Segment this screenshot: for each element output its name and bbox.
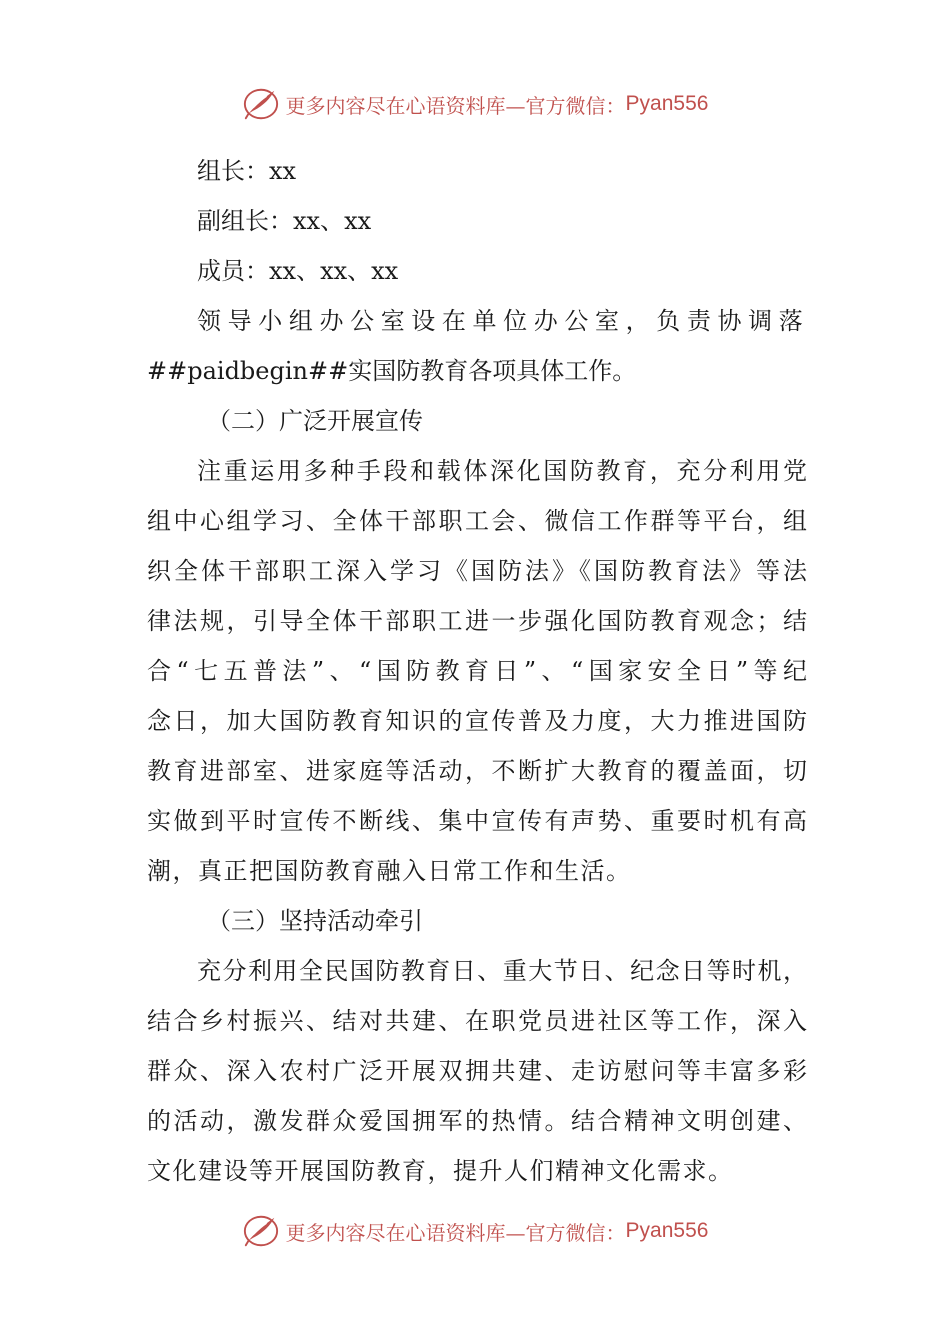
paragraph-line: 教育进部室、进家庭等活动，不断扩大教育的覆盖面，切 — [147, 757, 807, 785]
header-watermark — [0, 82, 950, 126]
paragraph-line: 的活动，激发群众爱国拥军的热情。结合精神文明创建、 — [147, 1107, 807, 1135]
section-heading-3: （三）坚持活动牵引 — [207, 907, 423, 935]
quill-pen-logo-icon — [242, 85, 280, 123]
paragraph-line: 念日，加大国防教育知识的宣传普及力度，大力推进国防 — [147, 707, 807, 735]
watermark-text: 更多内容尽在心语资料库—官方微信： — [285, 93, 626, 118]
office-paragraph-line: ##paidbegin##实国防教育各项具体工作。 — [147, 357, 637, 385]
deputy-leader-line: 副组长：xx、xx — [197, 207, 372, 235]
paragraph-line: 组中心组学习、全体干部职工会、微信工作群等平台，组 — [147, 507, 807, 535]
paragraph-line: 注重运用多种手段和载体深化国防教育，充分利用党 — [197, 457, 807, 485]
watermark-wechat-id: Pyan556 — [625, 92, 709, 115]
paragraph-line: 文化建设等开展国防教育，提升人们精神文化需求。 — [147, 1157, 734, 1185]
paragraph-line: 潮，真正把国防教育融入日常工作和生活。 — [147, 857, 632, 885]
paragraph-line: 群众、深入农村广泛开展双拥共建、走访慰问等丰富多彩 — [147, 1057, 807, 1085]
section-heading-2: （二）广泛开展宣传 — [207, 407, 423, 435]
paragraph-line: 结合乡村振兴、结对共建、在职党员进社区等工作，深入 — [147, 1007, 807, 1035]
leader-line: 组长：xx — [197, 157, 297, 185]
paragraph-line: 律法规，引导全体干部职工进一步强化国防教育观念；结 — [147, 607, 807, 635]
paragraph-line: 实做到平时宣传不断线、集中宣传有声势、重要时机有高 — [147, 807, 807, 835]
footer-watermark — [0, 1209, 950, 1253]
paragraph-line: 合“七五普法”、“国防教育日”、“国家安全日”等纪 — [147, 657, 807, 685]
document-body — [147, 146, 807, 1196]
quill-pen-logo-icon — [242, 1212, 280, 1250]
paragraph-line: 织全体干部职工深入学习《国防法》《国防教育法》等法 — [147, 557, 807, 585]
paragraph-line: 充分利用全民国防教育日、重大节日、纪念日等时机， — [197, 957, 807, 985]
watermark-wechat-id: Pyan556 — [625, 1219, 709, 1242]
members-line: 成员：xx、xx、xx — [197, 257, 399, 285]
office-paragraph-line: 领导小组办公室设在单位办公室，负责协调落 — [197, 307, 807, 335]
watermark-text: 更多内容尽在心语资料库—官方微信： — [285, 1220, 626, 1245]
